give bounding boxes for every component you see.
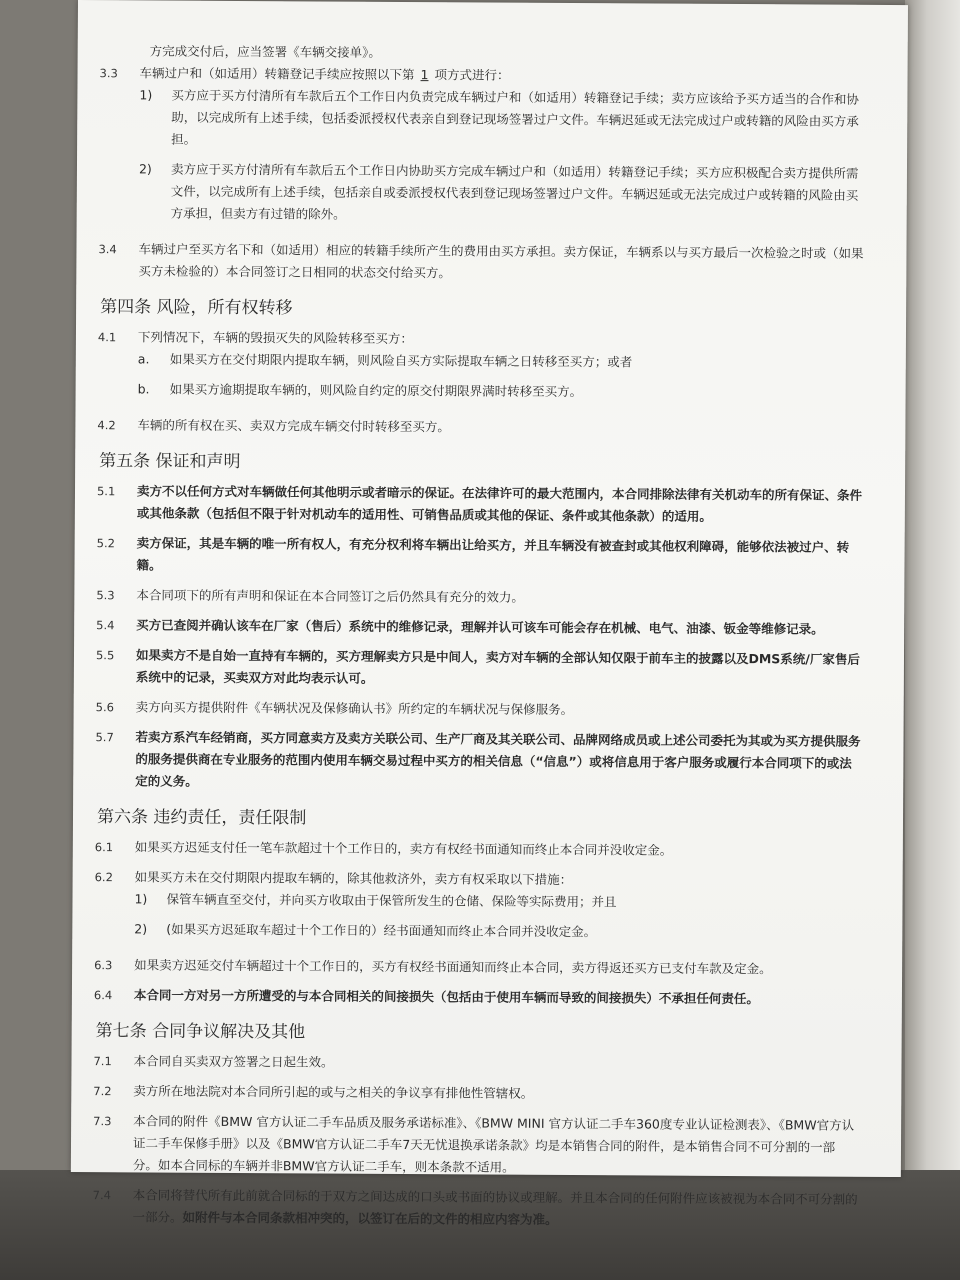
clause-text: 买方已查阅并确认该车在厂家（售后）系统中的维修记录，理解并认可该车可能会存在机械、电气、油漆、钣金等维修记录。 (136, 617, 824, 637)
list-item (98, 378, 864, 405)
clause-text-bold: 如附件与本合同条款相冲突的，以签订在后的文件的相应内容为准。 (182, 1209, 558, 1227)
clause-number: 5.1 (96, 484, 116, 499)
clause-text: 车辆过户至买方名下和（如适用）相应的转籍手续所产生的费用由买方承担。卖方保证，车辆系以与买方最后一次检验之时或（如果买方未检验的）本合同签订之日相同的状态交付给买方。 (138, 241, 864, 281)
intro-line: 方完成交付后，应当签署《车辆交接单》。 (149, 43, 381, 60)
article-4-title: 第四条 风险，所有权转移 (100, 297, 293, 319)
clause-text: 若卖方系汽车经销商，买方同意卖方及卖方关联公司、生产厂商及其关联公司、品牌网络成员或上述公司委托为其或为买方提供服务的服务提供商在专业服务的范围内使用车辆交易过程中买方的相关信息（“信息”）或将信息用于客户服务或履行本合同项下的或法定的义务。 (135, 729, 861, 789)
list-item (94, 888, 860, 915)
clause-5-4 (96, 614, 862, 641)
item-marker: 1) (139, 87, 153, 103)
clause-number: 5.2 (96, 536, 116, 551)
item-marker: 2) (138, 161, 152, 177)
clause-text: 卖方保证，其是车辆的唯一所有权人，有充分权利将车辆出让给买方，并且车辆没有被查封或其他权利障碍，能够依法被过户、转籍。 (136, 535, 850, 573)
item-marker: a. (137, 351, 150, 367)
clause-number: 5.7 (95, 730, 114, 745)
clause-7-3 (93, 1110, 859, 1181)
clause-text: 本合同的附件《BMW 官方认证二手车品质及服务承诺标准》、《BMW MINI 官方认证二手车360度专业认证检测表》、《BMW官方认证二手车保修手册》以及《BMW官方认证二手车7天无忧退换承诺条款》均是本销售合同的附件，是本销售合同不可分割的一部分。如本合同标的车辆并非BMW官方认证二手车，则本条款不适用。 (132, 1113, 855, 1175)
clause-number: 3.3 (99, 66, 118, 81)
list-item (99, 84, 865, 155)
option-choice: 1 (420, 67, 429, 83)
clause-number: 6.2 (94, 870, 113, 885)
item-text: 如果买方在交付期限内提取车辆，则风险自买方实际提取车辆之日转移至买方；或者 (169, 351, 633, 370)
item-text: (如果买方迟延取车超过十个工作日的）经书面通知而终止本合同并没收定金。 (166, 921, 597, 940)
item-marker: 1) (134, 891, 148, 907)
contract-page (71, 0, 908, 1227)
clause-number: 7.1 (93, 1054, 112, 1069)
clause-text: 项方式进行： (434, 67, 510, 83)
clause-6-1 (95, 836, 861, 863)
clause-number: 7.2 (93, 1084, 112, 1099)
clause-7-4 (92, 1184, 858, 1233)
clause-text: 车辆的所有权在买、卖双方完成车辆交付时转移至买方。 (137, 417, 450, 435)
item-text: 卖方应于买方付清所有车款后五个工作日内协助买方完成车辆过户和（如适用）转籍登记手续；买方应积极配合卖方提供所需文件，以完成所有上述手续，包括亲自或委派授权代表到登记现场签署过户文件。车辆迟延或无法完成过户或转籍的风险由买方承担，但卖方有过错的除外。 (170, 161, 859, 222)
clause-5-1 (97, 480, 863, 529)
clause-5-7 (95, 726, 861, 797)
clause-6-3 (94, 954, 860, 981)
clause-number: 5.5 (95, 648, 115, 663)
clause-text: 如果买方未在交付期限内提取车辆的，除其他救济外，卖方有权采取以下措施： (134, 869, 573, 888)
clause-4-2 (97, 414, 863, 441)
clause-number: 4.2 (97, 418, 116, 433)
clause-number: 3.4 (98, 242, 117, 257)
clause-number: 7.4 (92, 1188, 112, 1203)
clause-5-2 (96, 532, 862, 581)
list-item (94, 918, 860, 945)
clause-text: 本合同一方对另一方所遭受的与本合同相关的间接损失（包括由于使用车辆而导致的间接损失）不承担任何责任。 (133, 987, 759, 1007)
clause-text: 车辆过户和（如适用）转籍登记手续应按照以下第 (139, 65, 415, 83)
article-7-title: 第七条 合同争议解决及其他 (95, 1021, 306, 1043)
clause-text: 如果卖方迟延交付车辆超过十个工作日的，买方有权经书面通知而终止本合同，卖方得返还买方已支付车款及定金。 (134, 957, 772, 977)
clause-text: 卖方所在地法院对本合同所引起的或与之相关的争议享有排他性管辖权。 (133, 1083, 534, 1101)
clause-text: 卖方向买方提供附件《车辆状况及保修确认书》所约定的车辆状况与保修服务。 (135, 699, 574, 718)
item-marker: b. (137, 381, 150, 397)
background-right (905, 0, 960, 1280)
article-5-title: 第五条 保证和声明 (99, 451, 241, 473)
item-text: 如果买方逾期提取车辆的，则风险自约定的原交付期限界满时转移至买方。 (169, 381, 583, 400)
clause-text: 如果买方迟延支付任一笔车款超过十个工作日的，卖方有权经书面通知而终止本合同并没收定金。 (134, 839, 673, 858)
item-marker: 2) (134, 921, 148, 937)
clause-3-4 (98, 238, 864, 287)
clause-text: 本合同项下的所有声明和保证在本合同签订之后仍然具有充分的效力。 (136, 587, 524, 605)
clause-6-4 (94, 984, 860, 1011)
clause-number: 5.6 (95, 700, 115, 715)
clause-text: 本合同自买卖双方签署之日起生效。 (133, 1053, 334, 1070)
clause-text: 卖方不以任何方式对车辆做任何其他明示或者暗示的保证。在法律许可的最大范围内，本合同排除法律有关机动车的所有保证、条件或其他条款（包括但不限于针对机动车的适用性、可销售品质或其他的保证、条件或其他条款）的适用。 (136, 483, 863, 524)
clause-number: 7.3 (93, 1114, 112, 1129)
clause-5-6 (96, 696, 862, 723)
clause-number: 4.1 (97, 330, 117, 345)
item-text: 买方应于买方付清所有车款后五个工作日内负责完成车辆过户和（如适用）转籍登记手续；卖方应该给予买方适当的合作和协助，以完成所有上述手续，包括委派授权代表亲自到登记现场签署过户文件。车辆迟延或无法完成过户或转籍的风险由买方承担。 (171, 87, 859, 147)
clause-5-3 (96, 584, 862, 611)
clause-5-5 (96, 644, 862, 693)
clause-number: 5.4 (96, 618, 115, 633)
clause-number: 6.4 (93, 988, 113, 1003)
list-item (99, 158, 865, 229)
list-item (98, 348, 864, 375)
clause-number: 5.3 (96, 588, 115, 603)
clause-text: 下列情况下，车辆的毁损灭失的风险转移至买方： (137, 329, 413, 347)
clause-number: 6.3 (94, 958, 113, 973)
clause-text: 如果卖方不是自始一直持有车辆的，买方理解卖方只是中间人，卖方对车辆的全部认知仅限于前车主的披露以及DMS系统/厂家售后系统中的记录，买卖双方对此均表示认可。 (135, 647, 860, 686)
article-6-title: 第六条 违约责任，责任限制 (96, 807, 307, 829)
clause-number: 6.1 (94, 840, 114, 855)
clause-text: 本合同将替代所有此前就合同标的于双方之间达成的口头或书面的协议或理解。并且本合同的任何附件应该被视为本合同不可分割的一部分。 (132, 1187, 858, 1225)
clause-7-1 (93, 1050, 859, 1077)
clause-7-2 (93, 1080, 859, 1107)
item-text: 保管车辆直至交付，并向买方收取由于保管所发生的仓储、保险等实际费用；并且 (166, 891, 617, 910)
